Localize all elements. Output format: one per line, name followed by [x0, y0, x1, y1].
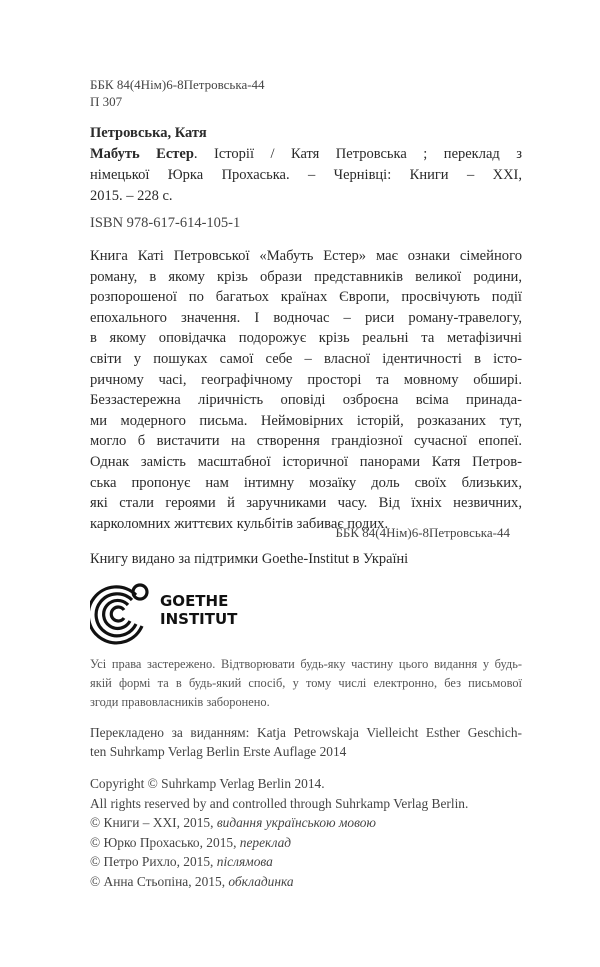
annotation-line: Книга Каті Петровської «Мабуть Естер» має ознаки сімейного [90, 248, 522, 264]
copyright-role: видання українською мовою [216, 815, 376, 831]
copyright-item [90, 852, 522, 872]
year-pages: 2015. – 228 с. [90, 188, 173, 204]
annotation-line: могло б вистачити на створення грандіозної сучасної епопеї. [90, 433, 522, 450]
copyright-line: Copyright © Suhrkamp Verlag Berlin 2014. [90, 776, 325, 791]
translation-line: ten Suhrkamp Verlag Berlin Erste Auflage 2014 [90, 744, 347, 759]
author-sign: П 307 [90, 94, 123, 109]
copyright-role: обкладинка [228, 873, 294, 889]
copyright-holder: © Анна Стьопіна, 2015, [90, 873, 229, 889]
copyright-block [90, 774, 522, 892]
rights-line: згоди правовласників заборонено. [90, 695, 270, 709]
book-title: Мабуть Естер [90, 146, 194, 162]
annotation-line: ська пропонує нам інтимну мозаїку доль своїх близьких, [90, 474, 522, 491]
copyright-role: післямова [216, 854, 273, 870]
annotation-line: роману, в якому крізь образи представників великої родини, [90, 268, 522, 285]
translation-line: Перекладено за виданням: Katja Petrowskaja Vielleicht Esther Geschich- [90, 725, 522, 740]
annotation-line: ми модерного письма. Неймовірних історій, розказаних тут, [90, 412, 522, 429]
catalog-record [90, 123, 522, 234]
classification-header [90, 76, 522, 110]
title-line: Мабуть Естер. Історії / Катя Петровська ; переклад з [90, 146, 522, 162]
copyright-role: переклад [239, 834, 292, 850]
annotation-line: карколомних життєвих кульбітів забиває подих. [90, 515, 389, 532]
publisher-line: німецької Юрка Прохаська. – Чернівці: Книги – XXI, [90, 167, 522, 183]
copyright-holder: © Петро Рихло, 2015, [90, 854, 217, 870]
annotation-line: Однак замість масштабної історичної панорами Катя Петров- [90, 453, 522, 470]
copyright-item [90, 872, 522, 892]
rights-notice [90, 655, 522, 712]
translation-source [90, 723, 522, 761]
author: Петровська, Катя [90, 125, 207, 141]
copyright-item [90, 833, 522, 853]
support-note: Книгу видано за підтримки Goethe-Institut в Україні [90, 551, 409, 567]
annotation-line: Беззастережна ліричність оповіді озброєна всіма принада- [90, 392, 522, 409]
annotation-line: ричному часі, географічному просторі та мовному обширі. [90, 371, 522, 388]
copyright-item [90, 813, 522, 833]
isbn: ISBN 978-617-614-105-1 [90, 215, 241, 231]
annotation-line: які стали героями й заручниками часу. Від їхніх незвичних, [90, 495, 522, 512]
goethe-logo [90, 578, 522, 648]
annotation-line: світи у пошуках самої себе – власної ідентичності в істо- [90, 350, 522, 367]
copyright-holder: © Книги – XXI, 2015, [90, 815, 217, 831]
annotation-line: в якому оповідачка подорожує крізь реальні та метафізичні [90, 330, 522, 347]
annotation [90, 246, 522, 534]
rights-line: Усі права застережено. Відтворювати будь-яку частину цього видання у будь- [90, 657, 522, 671]
goethe-logo-icon [90, 578, 160, 648]
rights-reserved-line: All rights reserved by and controlled through Suhrkamp Verlag Berlin. [90, 795, 469, 811]
rights-line: якій формі та в будь-який спосіб, у тому числі електронно, без письмової [90, 676, 522, 690]
annotation-bbk: ББК 84(4Нім)6-8Петровська-44 [335, 525, 510, 540]
annotation-line: епохального значення. І водночас – риси роману-травелогу, [90, 309, 522, 326]
logo-text-institut: INSTITUT [160, 610, 238, 628]
logo-text-goethe: GOETHE [160, 592, 229, 610]
copyright-holder: © Юрко Прохасько, 2015, [90, 834, 240, 850]
bbk-code: ББК 84(4Нім)6-8Петровська-44 [90, 77, 265, 92]
annotation-line: розпорошеної по багатьох країнах Європи, просвічують події [90, 289, 522, 306]
